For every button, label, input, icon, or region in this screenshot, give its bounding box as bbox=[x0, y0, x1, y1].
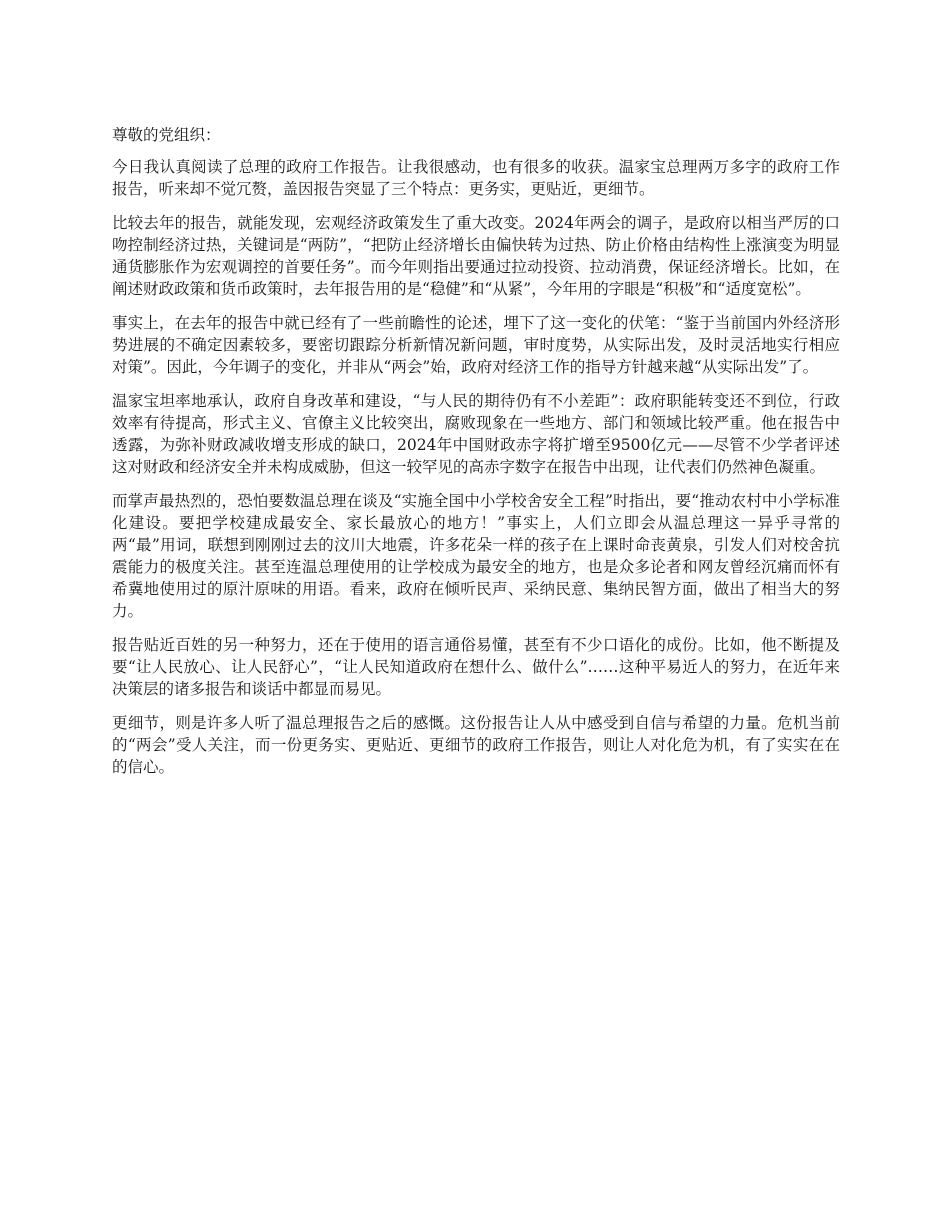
paragraph-1: 今日我认真阅读了总理的政府工作报告。让我很感动，也有很多的收获。温家宝总理两万多字的政府工作报告，听来却不觉冗赘，盖因报告突显了三个特点：更务实，更贴近，更细节。 bbox=[112, 158, 840, 198]
document-page bbox=[112, 124, 840, 790]
paragraph-2: 比较去年的报告，就能发现，宏观经济政策发生了重大改变。2024年两会的调子，是政府以相当严厉的口吻控制经济过热，关键词是“两防”，“把防止经济增长由偏快转为过热、防止价格由结构性上涨演变为明显通货膨胀作为宏观调控的首要任务”。而今年则指出要通过拉动投资、拉动消费，保证经济增长。比如，在阐述财政政策和货币政策时，去年报告用的是“稳健”和“从紧”，今年用的字眼是“积极”和“适度宽松”。 bbox=[112, 214, 840, 298]
paragraph-5: 而掌声最热烈的，恐怕要数温总理在谈及“实施全国中小学校舍安全工程”时指出，要“推动农村中小学标准化建设。要把学校建成最安全、家长最放心的地方！”事实上，人们立即会从温总理这一异乎寻常的两“最”用词，联想到刚刚过去的汶川大地震，许多花朵一样的孩子在上课时命丧黄泉，引发人们对校舍抗震能力的极度关注。甚至连温总理使用的让学校成为最安全的地方，也是众多论者和网友曾经沉痛而怀有希冀地使用过的原汁原味的用语。看来，政府在倾听民声、采纳民意、集纳民智方面，做出了相当大的努力。 bbox=[112, 492, 840, 620]
paragraph-7: 更细节，则是许多人听了温总理报告之后的感慨。这份报告让人从中感受到自信与希望的力量。危机当前的“两会”受人关注，而一份更务实、更贴近、更细节的政府工作报告，则让人对化危为机，有了实实在在的信心。 bbox=[112, 714, 840, 776]
greeting: 尊敬的党组织： bbox=[112, 126, 221, 144]
paragraph-6: 报告贴近百姓的另一种努力，还在于使用的语言通俗易懂，甚至有不少口语化的成份。比如，他不断提及要“让人民放心、让人民舒心”，“让人民知道政府在想什么、做什么”……这种平易近人的努力，在近年来决策层的诸多报告和谈话中都显而易见。 bbox=[112, 636, 840, 698]
paragraph-3: 事实上，在去年的报告中就已经有了一些前瞻性的论述，埋下了这一变化的伏笔：“鉴于当前国内外经济形势进展的不确定因素较多，要密切跟踪分析新情况新问题，审时度势，从实际出发，及时灵活地实行相应对策”。因此，今年调子的变化，并非从“两会”始，政府对经济工作的指导方针越来越“从实际出发”了。 bbox=[112, 314, 840, 376]
paragraph-4: 温家宝坦率地承认，政府自身改革和建设，“与人民的期待仍有不小差距”：政府职能转变还不到位，行政效率有待提高，形式主义、官僚主义比较突出，腐败现象在一些地方、部门和领域比较严重。他在报告中透露，为弥补财政减收增支形成的缺口，2024年中国财政赤字将扩增至9500亿元——尽管不少学者评述这对财政和经济安全并未构成威胁，但这一较罕见的高赤字数字在报告中出现，让代表们仍然神色凝重。 bbox=[112, 392, 840, 476]
